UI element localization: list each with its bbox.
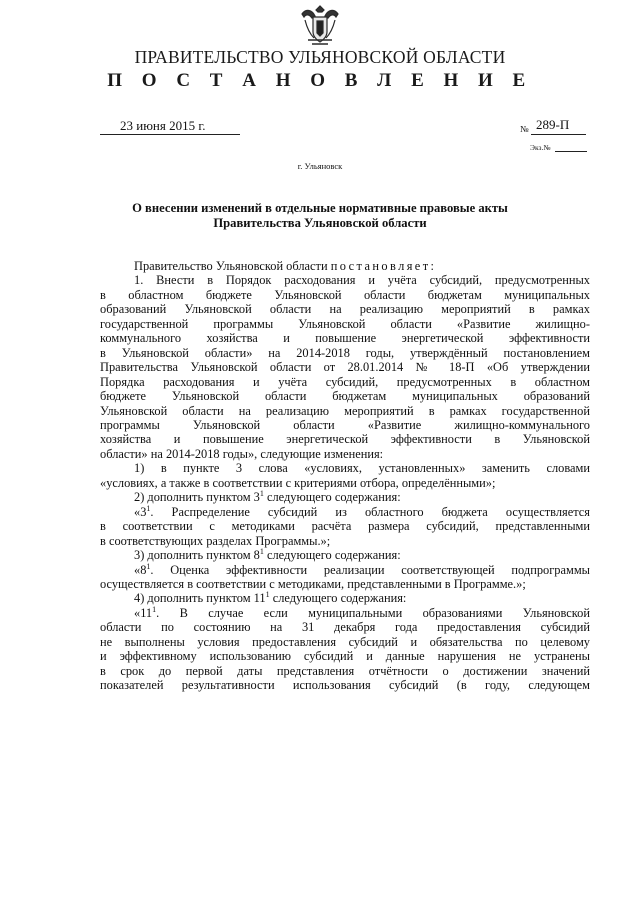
paragraph-line: области» на 2014-2018 годы», следующие изменения:	[100, 446, 384, 461]
amendment-item: 3) дополнить пунктом $8^1$ следующего содержания:	[134, 546, 401, 563]
document-body	[100, 259, 590, 693]
paragraph-line: 1. Внести в Порядок расходования и учёта субсидий, предусмотренных	[134, 273, 590, 288]
document-date: 23 июня 2015 г.	[120, 118, 206, 133]
number-underline	[531, 134, 586, 135]
paragraph-line: не выполнены условия предоставления субсидий и обязательства по целевому	[100, 634, 590, 649]
amendment-text: «$3^1$. Распределение субсидий из областного бюджета осуществляется	[134, 503, 590, 519]
paragraph-line: Ульяновской области на реализацию мероприятий в рамках государственной	[100, 403, 590, 418]
paragraph-line: осуществляется в соответствии с методиками, представленными в Программе.»;	[100, 576, 526, 591]
paragraph-line: Правительства Ульяновской области от 28.01.2014 № 18-П «Об утверждении	[100, 360, 590, 375]
paragraph-line: в соответствующих разделах Программы.»;	[100, 533, 331, 548]
amendment-item: 4) дополнить пунктом $11^1$ следующего содержания:	[134, 590, 407, 606]
paragraph-line: в областном бюджете Ульяновской области бюджетам муниципальных	[100, 287, 590, 302]
paragraph-line: образований Ульяновской области на реализацию мероприятий в рамках	[100, 302, 590, 317]
paragraph-line: в Ульяновской области» на 2014-2018 годы, утверждённый постановлением	[100, 345, 590, 360]
paragraph-line: и эффективному использованию субсидий и данные нарушения не устранены	[100, 649, 590, 664]
date-underline	[100, 134, 240, 135]
paragraph-line: в срок до первой даты представления отчётности о достижении значений	[100, 663, 590, 678]
amendment-text: «$8^1$. Оценка эффективности реализации соответствующей подпрограммы	[134, 561, 590, 577]
city: г. Ульяновск	[297, 161, 343, 171]
paragraph-line: коммунального хозяйства и повышение энергетической эффективности	[100, 331, 590, 346]
paragraph-line: государственной программы Ульяновской области «Развитие жилищно-	[100, 316, 590, 331]
paragraph-line: бюджете Ульяновской области бюджетам муниципальных образований	[100, 389, 590, 404]
number-label: №	[520, 124, 529, 134]
paragraph-line: программы Ульяновской области «Развитие жилищно-коммунального	[100, 417, 590, 432]
preamble	[100, 259, 590, 273]
title-line: Правительства Ульяновской области	[213, 215, 427, 230]
copy-number-underline	[555, 151, 587, 152]
preamble-subject: Правительство Ульяновской области	[134, 259, 328, 273]
paragraph-line: показателей результативности использования субсидий (в году, следующем	[100, 678, 590, 693]
preamble-verb: постановляет:	[330, 259, 437, 273]
paragraph-line: хозяйства и повышение энергетической эффективности в Ульяновской	[100, 432, 590, 447]
document-type: П О С Т А Н О В Л Е Н И Е	[107, 70, 533, 91]
amendment-text: «$11^1$. В случае если муниципальными образованиями Ульяновской	[134, 604, 590, 620]
paragraph-line: области по состоянию на 31 декабря года предоставления субсидий	[100, 620, 590, 635]
government-name: ПРАВИТЕЛЬСТВО УЛЬЯНОВСКОЙ ОБЛАСТИ	[134, 47, 506, 67]
title-line: О внесении изменений в отдельные нормативные правовые акты	[132, 201, 508, 215]
amendment-item: 2) дополнить пунктом $3^1$ следующего содержания:	[134, 489, 401, 505]
document-title	[100, 201, 540, 230]
paragraph-line: в соответствии с методиками расчёта размера субсидий, представленными	[100, 519, 590, 534]
document-number: 289-П	[536, 117, 570, 132]
paragraph-line: «условиях, а также в соответствии с критериями отбора, определёнными»;	[100, 475, 496, 490]
copy-number-label: Экз.№	[530, 143, 551, 152]
paragraph-line: 1) в пункте 3 слова «условиях, установленных» заменить словами	[134, 461, 590, 476]
coat-of-arms-emblem	[298, 4, 342, 48]
paragraph-line: Порядка расходования и учёта субсидий, предусмотренных в областном	[100, 374, 590, 389]
